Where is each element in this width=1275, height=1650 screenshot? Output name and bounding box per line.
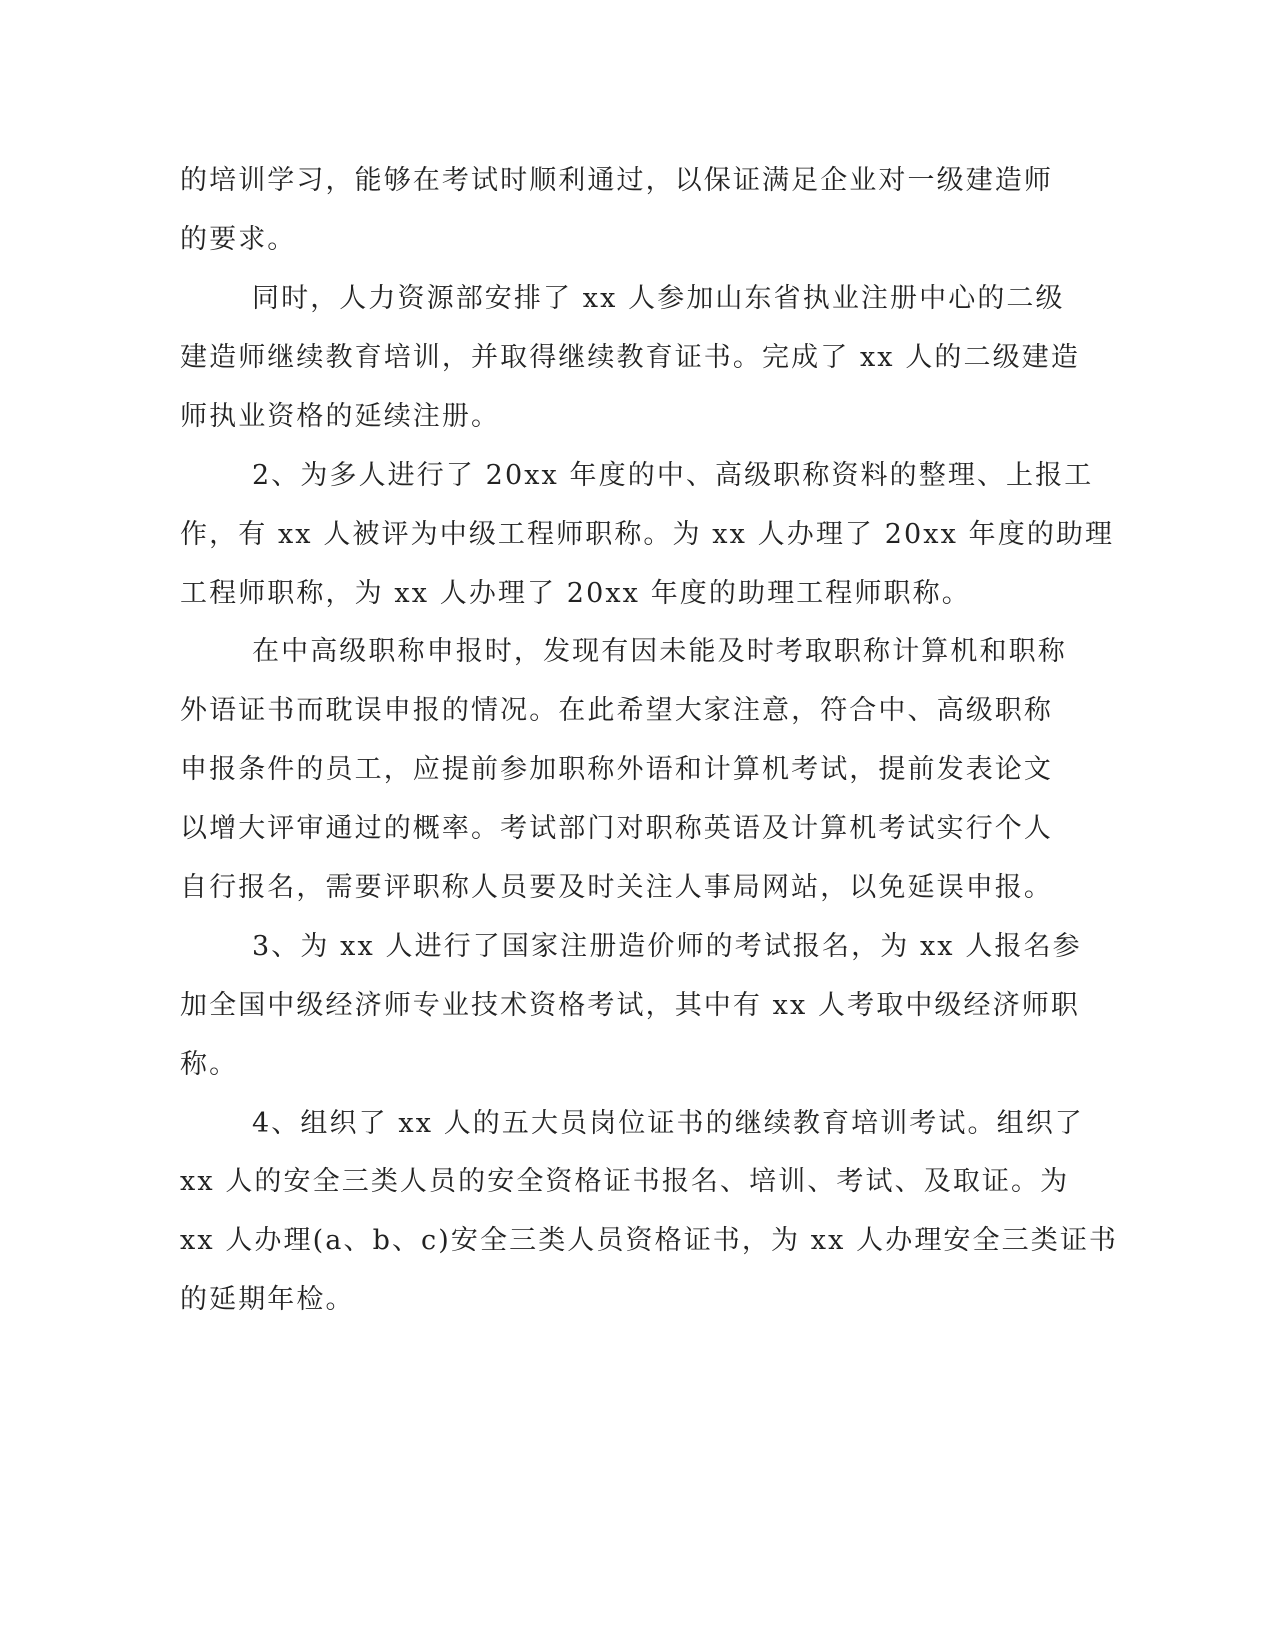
text-line: 外语证书而耽误申报的情况。在此希望大家注意，符合中、高级职称 [180, 695, 1053, 726]
text-line: 作，有 xx 人被评为中级工程师职称。为 xx 人办理了 20xx 年度的助理 [180, 519, 1115, 550]
text-line: 称。 [180, 1049, 239, 1080]
text-line: 师执业资格的延续注册。 [180, 401, 501, 432]
text-line: 自行报名，需要评职称人员要及时关注人事局网站，以免延误申报。 [180, 872, 1053, 903]
text-line: 4、组织了 xx 人的五大员岗位证书的继续教育培训考试。组织了 [252, 1108, 1084, 1139]
text-line: 建造师继续教育培训，并取得继续教育证书。完成了 xx 人的二级建造 [180, 342, 1080, 373]
text-line: 2、为多人进行了 20xx 年度的中、高级职称资料的整理、上报工 [252, 460, 1094, 491]
text-line: 的培训学习，能够在考试时顺利通过，以保证满足企业对一级建造师 [180, 165, 1053, 196]
text-line: xx 人的安全三类人员的安全资格证书报名、培训、考试、及取证。为 [180, 1166, 1070, 1197]
text-line: 3、为 xx 人进行了国家注册造价师的考试报名，为 xx 人报名参 [252, 931, 1082, 962]
text-line: 在中高级职称申报时，发现有因未能及时考取职称计算机和职称 [252, 636, 1067, 667]
text-line: 加全国中级经济师专业技术资格考试，其中有 xx 人考取中级经济师职 [180, 990, 1080, 1021]
text-line: 以增大评审通过的概率。考试部门对职称英语及计算机考试实行个人 [180, 813, 1053, 844]
text-line: 申报条件的员工，应提前参加职称外语和计算机考试，提前发表论文 [180, 754, 1053, 785]
text-line: 的延期年检。 [180, 1284, 355, 1315]
text-line: 工程师职称，为 xx 人办理了 20xx 年度的助理工程师职称。 [180, 578, 971, 609]
text-line: 的要求。 [180, 224, 297, 255]
text-line: 同时，人力资源部安排了 xx 人参加山东省执业注册中心的二级 [252, 283, 1065, 314]
text-line: xx 人办理(a、b、c)安全三类人员资格证书，为 xx 人办理安全三类证书 [180, 1225, 1119, 1256]
